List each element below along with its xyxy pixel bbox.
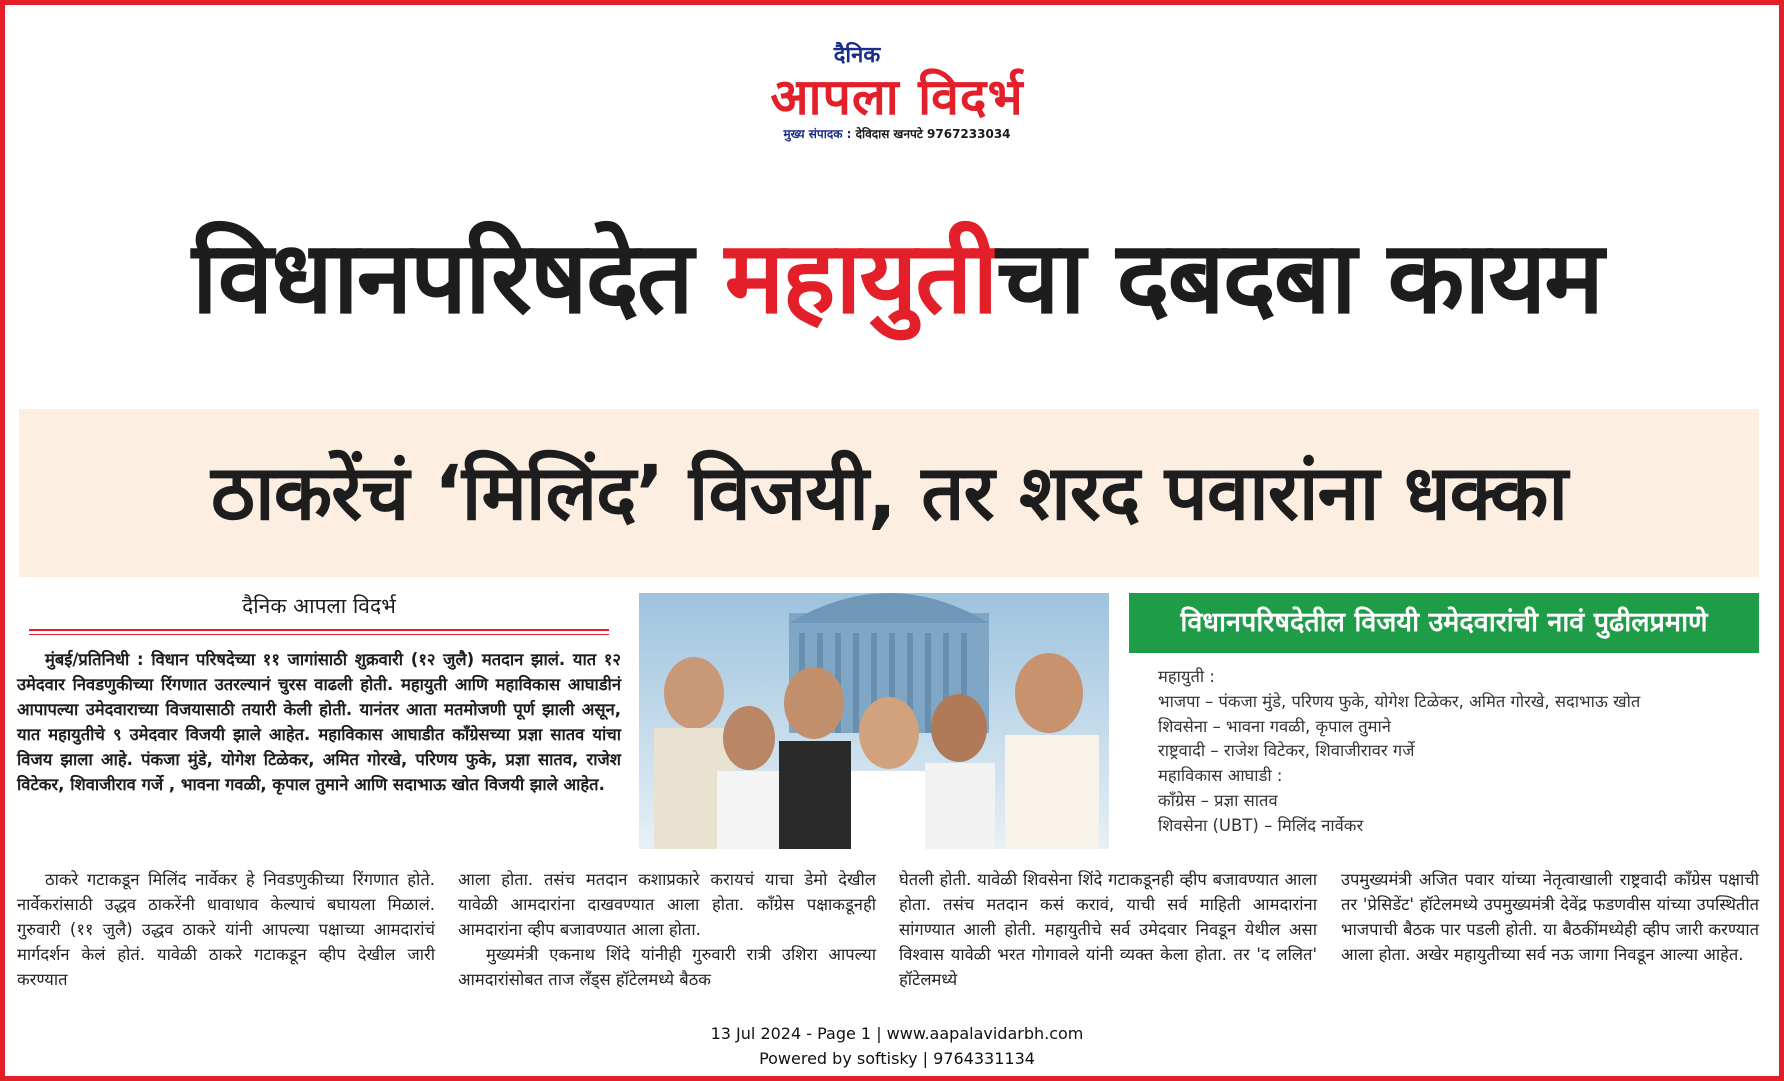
news-photo — [639, 593, 1109, 849]
winners-line: शिवसेना – भावना गवळी, कृपाल तुमाने — [1158, 716, 1391, 736]
editor-label: मुख्य संपादक : — [783, 127, 852, 141]
masthead — [705, 43, 1089, 143]
footer-powered-by: Powered by softisky | 9764331134 — [759, 1049, 1035, 1068]
headline-highlight: महायुती — [724, 219, 997, 336]
column-paragraph: आला होता. तसंच मतदान कशाप्रकारे करायचं याचा डेमो देखील यावेळी आमदारांना दाखवण्यात आला होता. काँग्रेस पक्षाकडूनही आमदारांना व्हीप बजावण्यात आला होता. — [458, 870, 876, 939]
intro-divider — [29, 629, 609, 631]
footer-date-page: 13 Jul 2024 - Page 1 | www.aapalavidarbh.com — [710, 1024, 1084, 1043]
intro-column — [17, 589, 621, 797]
article-columns — [17, 867, 1759, 995]
column-paragraph: घेतली होती. यावेळी शिवसेना शिंदे गटाकडूनही व्हीप बजावण्यात आला होता. तसंच मतदान कसं करावं, याची सर्व माहिती आमदारांना सांगण्यात आली होती. महायुतीचे सर्व उमेदवार निवडून येथील असा विश्वास यावेळी भरत गोगावले यांनी व्यक्त केला होता. तर 'द ललित' हॉटेलमध्ये — [899, 870, 1317, 989]
column-paragraph: ठाकरे गटाकडून मिलिंद नार्वेकर हे निवडणुकीच्या रिंगणात होते. नार्वेकरांसाठी उद्धव ठाकरेंनी धावाधाव केल्याचं बघायला मिळालं. गुरुवारी (११ जुलै) उद्धव ठाकरे यांनी आपल्या पक्षाच्या आमदारांचं मार्गदर्शन केलं होतं. यावेळी ठाकरे गटाकडून व्हीप देखील जारी करण्यात — [17, 870, 435, 989]
article-column-2 — [458, 867, 876, 992]
winners-line: काँग्रेस – प्रज्ञा सातव — [1158, 790, 1278, 810]
winners-heading: विधानपरिषदेतील विजयी उमेदवारांची नावं पुढीलप्रमाणे — [1129, 593, 1759, 653]
masthead-title: आपला विदर्भ — [770, 68, 1024, 126]
article-column-3 — [899, 867, 1317, 992]
winners-line: महाविकास आघाडी : — [1158, 766, 1283, 786]
intro-title: दैनिक आपला विदर्भ — [242, 594, 396, 618]
intro-body: मुंबई/प्रतिनिधी : विधान परिषदेच्या ११ जागांसाठी शुक्रवारी (१२ जुलै) मतदान झालं. यात १२ उमेदवार निवडणुकीच्या रिंगणात उतरल्यानं चुरस वाढली होती. महायुती आणि महाविकास आघाडीनं आपापल्या उमेदवाराच्या विजयासाठी तयारी केली होती. यानंतर आता मतमोजणी पूर्ण झाली असून, यात महायुतीचे ९ उमेदवार विजयी झाले आहेत. महाविकास आघाडीत काँग्रेसच्या प्रज्ञा सातव यांचा विजय झाला आहे. पंकजा मुंडे, योगेश टिळेकर, अमित गोरखे, परिणय फुके, प्रज्ञा सातव, राजेश विटेकर, शिवाजीराव गर्जे , भावना गवळी, कृपाल तुमाने आणि सदाभाऊ खोत विजयी झाले आहेत. — [17, 650, 621, 794]
article-column-1 — [17, 867, 435, 992]
winners-line: भाजपा – पंकजा मुंडे, परिणय फुके, योगेश टिळेकर, अमित गोरखे, सदाभाऊ खोत — [1158, 691, 1641, 711]
main-headline — [25, 193, 1769, 363]
winners-line: महायुती : — [1158, 667, 1215, 686]
article-column-4 — [1341, 867, 1759, 967]
subheadline-band — [19, 409, 1759, 577]
intro-divider-thin — [29, 634, 609, 635]
headline-part-2: चा दबदबा कायम — [996, 219, 1603, 336]
headline-part-1: विधानपरिषदेत — [191, 219, 725, 336]
page-footer — [5, 1021, 1784, 1071]
column-paragraph: उपमुख्यमंत्री अजित पवार यांच्या नेतृत्वाखाली राष्ट्रवादी काँग्रेस पक्षाची तर 'प्रेसिडेंट' हॉटेलमध्ये उपमुख्यमंत्री देवेंद्र फडणवीस यांच्या उपस्थितीत भाजपाची बैठक पार पडली होती. या बैठकींमध्येही व्हीप जारी करण्यात आला होता. अखेर महायुतीच्या सर्व नऊ जागा निवडून आल्या आहेत. — [1341, 870, 1759, 964]
winners-line: राष्ट्रवादी – राजेश विटेकर, शिवाजीरावर गर्जे — [1158, 741, 1415, 761]
masthead-small-title: दैनिक — [833, 43, 881, 68]
subheadline: ठाकरेंचं ‘मिलिंद’ विजयी, तर शरद पवारांना धक्का — [210, 448, 1568, 537]
winners-line: शिवसेना (UBT) – मिलिंद नार्वेकर — [1158, 815, 1364, 835]
column-paragraph: मुख्यमंत्री एकनाथ शिंदे यांनीही गुरुवारी रात्री उशिरा आपल्या आमदारांसोबत ताज लँड्स हॉटेलमध्ये बैठक — [458, 945, 876, 989]
leaders-photo-illustration — [639, 593, 1109, 849]
winners-list — [1158, 665, 1763, 839]
masthead-editor — [705, 125, 1089, 143]
editor-value: देविदास खनपटे 9767233034 — [855, 127, 1011, 141]
